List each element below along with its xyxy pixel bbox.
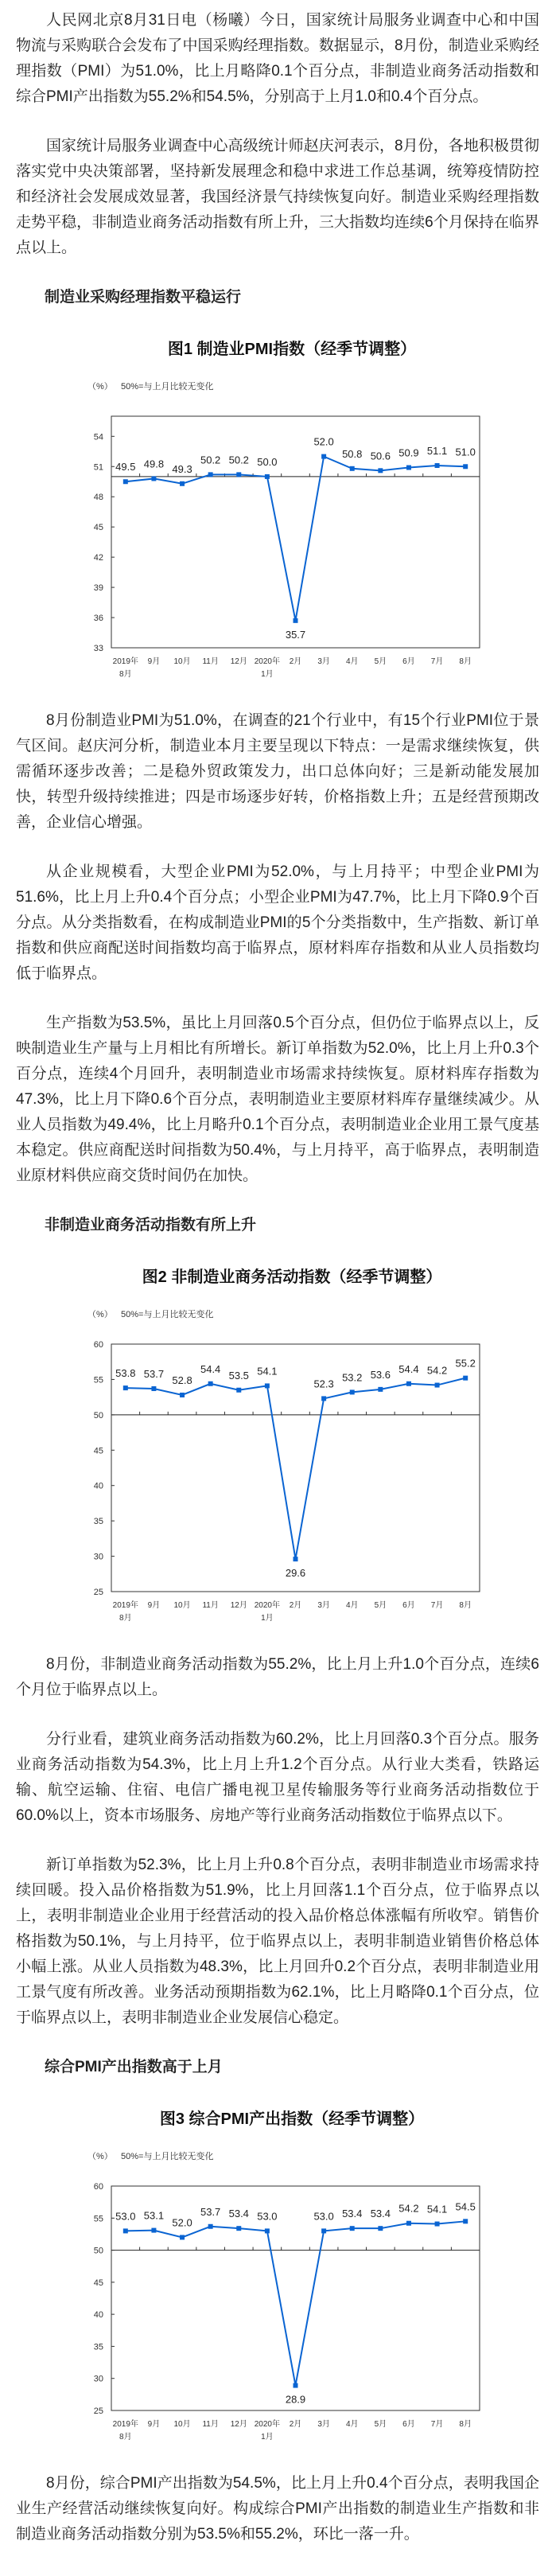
- x-tick-label: 8月: [119, 1614, 132, 1623]
- x-tick-label: 4月: [345, 657, 359, 666]
- x-tick-label: 9月: [147, 2420, 161, 2429]
- y-tick-label: 40: [93, 1481, 103, 1491]
- y-tick-label: 50: [93, 2246, 103, 2256]
- x-tick-label: 2月: [289, 657, 302, 666]
- y-tick-label: 39: [93, 583, 103, 594]
- data-point: [180, 481, 185, 486]
- data-point: [463, 464, 468, 469]
- data-point: [293, 618, 298, 623]
- data-point: [236, 1388, 241, 1393]
- series-line: [126, 2221, 465, 2385]
- x-tick-label: 1月: [261, 670, 274, 679]
- paragraph-manufacturing-pmi: 8月份制造业PMI为51.0%，在调查的21个行业中，有15个行业PMI位于景气区间。赵庆河分析，制造业本月主要呈现以下特点：一是需求继续恢复，供需循环逐步改善；二是稳外贸政策发力，出口总体向好；三是新动能发展加快，转型升级持续推进；四是市场逐步好转，价格指数上升；五是经营预期改善，企业信心增强。: [16, 712, 539, 831]
- y-tick-label: 60: [93, 2182, 103, 2192]
- data-point: [236, 2226, 241, 2231]
- chart-composite-pmi: [0, 2100, 552, 2450]
- data-label: 52.0: [172, 2216, 192, 2229]
- x-tick-label: 2月: [289, 2420, 302, 2429]
- x-tick-label: 10月: [173, 1601, 191, 1610]
- data-label: 54.4: [200, 1362, 221, 1375]
- data-point: [293, 2383, 298, 2388]
- data-label: 53.1: [143, 2209, 165, 2222]
- data-label: 49.3: [172, 462, 192, 475]
- x-tick-label: 2019年: [112, 2420, 138, 2429]
- data-label: 53.6: [370, 1368, 391, 1381]
- section-heading-manufacturing: 制造业采购经理指数平稳运行: [45, 289, 242, 306]
- data-label: 53.4: [342, 2208, 363, 2220]
- data-point: [123, 1385, 128, 1390]
- data-label: 53.0: [313, 2210, 334, 2223]
- data-point: [151, 2228, 156, 2233]
- x-tick-label: 11月: [202, 657, 219, 666]
- y-tick-label: 35: [93, 2342, 103, 2352]
- data-label: 52.3: [313, 1378, 334, 1390]
- x-tick-label: 1月: [261, 1614, 274, 1623]
- data-label: 54.5: [455, 2200, 476, 2213]
- y-tick-label: 54: [93, 432, 103, 442]
- y-tick-label: 48: [93, 493, 103, 503]
- y-tick-label: 36: [93, 614, 103, 624]
- data-point: [293, 1557, 298, 1561]
- x-tick-label: 9月: [147, 1601, 161, 1610]
- x-tick-label: 8月: [119, 2433, 132, 2442]
- paragraph-sub-indices: 生产指数为53.5%，虽比上月回落0.5个百分点，但仍位于临界点以上，反映制造业生产量与上月相比有所增长。新订单指数为52.0%，比上月上升0.3个百分点，连续4个月回升，表明制造业市场需求持续恢复。原材料库存指数为47.3%，比上月下降0.6个百分点，表明制造业主要原材料库存量继续减少。从业人员指数为49.4%，比上月略升0.1个百分点，表明制造业企业用工景气度基本稳定。供应商配送时间指数为50.4%，与上月持平，高于临界点，表明制造业原材料供应商交货时间仍在加快。: [16, 1015, 539, 1184]
- y-tick-label: 42: [93, 553, 103, 563]
- data-label: 53.8: [115, 1367, 136, 1380]
- data-point: [378, 468, 383, 473]
- data-point: [435, 2222, 440, 2227]
- data-label: 53.4: [370, 2208, 391, 2220]
- data-point: [463, 2219, 468, 2223]
- series-line: [126, 1378, 465, 1559]
- data-point: [265, 2228, 270, 2233]
- x-tick-label: 2019年: [112, 1601, 138, 1610]
- x-tick-label: 1月: [261, 2433, 274, 2442]
- y-axis-unit: （%）: [87, 1310, 113, 1319]
- x-tick-label: 2020年: [254, 2420, 281, 2429]
- y-tick-label: 45: [93, 1446, 103, 1456]
- chart-title: 图2 非制造业商务活动指数（经季节调整）: [142, 1269, 442, 1286]
- y-axis-unit: （%）: [87, 2152, 113, 2161]
- data-label: 50.2: [228, 454, 249, 466]
- x-tick-label: 12月: [230, 2420, 247, 2429]
- data-label: 49.8: [143, 458, 165, 470]
- section-heading-non-manufacturing: 非制造业商务活动指数有所上升: [45, 1217, 257, 1233]
- data-label: 54.4: [398, 1362, 419, 1375]
- chart-note: 50%=与上月比较无变化: [121, 1310, 214, 1319]
- data-label: 54.1: [426, 2203, 448, 2216]
- data-point: [435, 1383, 440, 1388]
- y-tick-label: 35: [93, 1517, 103, 1527]
- x-tick-label: 2020年: [254, 657, 281, 666]
- chart-title: 图1 制造业PMI指数（经季节调整）: [167, 341, 417, 358]
- chart-note: 50%=与上月比较无变化: [121, 2152, 214, 2161]
- series-line: [126, 457, 465, 621]
- data-label: 50.2: [200, 454, 221, 466]
- y-tick-label: 55: [93, 1375, 103, 1385]
- x-tick-label: 7月: [430, 657, 444, 666]
- data-point: [378, 2226, 383, 2231]
- x-tick-label: 8月: [459, 2420, 472, 2429]
- data-point: [321, 2228, 326, 2233]
- data-point: [151, 1386, 156, 1391]
- x-tick-label: 12月: [230, 1601, 247, 1610]
- data-label: 50.6: [370, 450, 391, 462]
- plot-area: [111, 2186, 480, 2410]
- data-point: [123, 479, 128, 484]
- data-label: 53.7: [143, 1367, 165, 1380]
- data-point: [350, 2226, 355, 2231]
- y-tick-label: 30: [93, 2374, 103, 2384]
- data-point: [406, 1382, 411, 1386]
- data-point: [180, 2235, 185, 2239]
- x-tick-label: 8月: [459, 1601, 472, 1610]
- data-label: 53.0: [257, 2210, 278, 2223]
- data-label: 54.2: [426, 1364, 448, 1377]
- data-label: 51.1: [426, 444, 448, 457]
- data-label: 50.8: [342, 447, 363, 460]
- chart-title: 图3 综合PMI产出指数（经季节调整）: [159, 2110, 425, 2128]
- data-point: [463, 1376, 468, 1381]
- paragraph-non-manufacturing: 8月份，非制造业商务活动指数为55.2%，比上月上升1.0个百分点，连续6个月位于临界点以上。: [16, 1656, 539, 1698]
- data-point: [378, 1387, 383, 1392]
- data-point: [123, 2228, 128, 2233]
- paragraph-industries: 分行业看，建筑业商务活动指数为60.2%，比上月回落0.3个百分点。服务业商务活动指数为54.3%，比上月上升1.2个百分点。从行业大类看，铁路运输、航空运输、住宿、电信广播电视卫星传输服务等行业商务活动指数位于60.0%以上，资本市场服务、房地产等行业商务活动指数位于临界点以下。: [16, 1731, 539, 1824]
- x-tick-label: 5月: [374, 1601, 387, 1610]
- y-tick-label: 33: [93, 644, 103, 653]
- y-tick-label: 51: [93, 462, 103, 473]
- data-label: 53.0: [115, 2210, 136, 2223]
- data-label: 54.1: [257, 1365, 278, 1378]
- x-tick-label: 12月: [230, 657, 247, 666]
- section-heading-composite: 综合PMI产出指数高于上月: [45, 2059, 223, 2075]
- data-point: [350, 1389, 355, 1394]
- x-tick-label: 5月: [374, 657, 387, 666]
- x-tick-label: 2月: [289, 1601, 302, 1610]
- y-tick-label: 45: [93, 523, 103, 533]
- data-label: 50.9: [398, 446, 419, 459]
- data-point: [435, 463, 440, 468]
- y-tick-label: 25: [93, 2406, 103, 2416]
- chart-note: 50%=与上月比较无变化: [121, 382, 214, 392]
- x-tick-label: 2019年: [112, 657, 138, 666]
- x-tick-label: 5月: [374, 2420, 387, 2429]
- data-label: 53.5: [228, 1369, 249, 1382]
- data-point: [321, 1396, 326, 1401]
- data-point: [265, 1383, 270, 1388]
- x-tick-label: 9月: [147, 657, 161, 666]
- data-label: 49.5: [115, 461, 136, 474]
- x-tick-label: 8月: [459, 657, 472, 666]
- data-point: [208, 2224, 213, 2229]
- data-point: [406, 466, 411, 470]
- data-point: [208, 472, 213, 477]
- data-label: 28.9: [285, 2393, 306, 2406]
- data-label: 53.7: [200, 2205, 221, 2218]
- x-tick-label: 6月: [402, 657, 415, 666]
- y-tick-label: 40: [93, 2310, 103, 2321]
- data-point: [151, 476, 156, 481]
- paragraph-analysis: 国家统计局服务业调查中心高级统计师赵庆河表示，8月份，各地积极贯彻落实党中央决策部署，坚持新发展理念和稳中求进工作总基调，统筹疫情防控和经济社会发展成效显著，我国经济景气持续恢复向好。制造业采购经理指数走势平稳，非制造业商务活动指数有所上升，三大指数均连续6个月保持在临界点以上。: [16, 138, 539, 256]
- data-label: 55.2: [455, 1357, 476, 1370]
- x-tick-label: 10月: [173, 2420, 191, 2429]
- data-label: 53.4: [228, 2208, 249, 2220]
- data-point: [321, 454, 326, 459]
- data-point: [350, 466, 355, 471]
- x-tick-label: 7月: [430, 2420, 444, 2429]
- data-point: [180, 1393, 185, 1397]
- x-tick-label: 4月: [345, 1601, 359, 1610]
- paragraph-enterprise-scale: 从企业规模看，大型企业PMI为52.0%，与上月持平；中型企业PMI为51.6%，比上月上升0.4个百分点；小型企业PMI为47.7%，比上月下降0.9个百分点。从分类指数看，在构成制造业PMI的5个分类指数中，生产指数、新订单指数和供应商配送时间指数均高于临界点，原材料库存指数和从业人员指数均低于临界点。: [16, 863, 539, 982]
- x-tick-label: 4月: [345, 2420, 359, 2429]
- chart-non-manufacturing: [0, 1258, 552, 1631]
- paragraph-intro: 人民网北京8月31日电（杨曦）今日，国家统计局服务业调查中心和中国物流与采购联合会发布了中国采购经理指数。数据显示，8月份，制造业采购经理指数（PMI）为51.0%，比上月略降0.1个百分点，非制造业商务活动指数和综合PMI产出指数为55.2%和54.5%，分别高于上月1.0和0.4个百分点。: [16, 12, 539, 105]
- data-label: 35.7: [285, 628, 306, 641]
- x-tick-label: 8月: [119, 670, 132, 679]
- y-tick-label: 25: [93, 1588, 103, 1597]
- x-tick-label: 3月: [317, 1601, 330, 1610]
- y-tick-label: 50: [93, 1410, 103, 1421]
- x-tick-label: 3月: [317, 2420, 330, 2429]
- paragraph-composite: 8月份，综合PMI产出指数为54.5%，比上月上升0.4个百分点，表明我国企业生产经营活动继续恢复向好。构成综合PMI产出指数的制造业生产指数和非制造业商务活动指数分别为53.5%和55.2%，环比一落一升。: [16, 2475, 539, 2543]
- x-tick-label: 6月: [402, 2420, 415, 2429]
- data-point: [208, 1382, 213, 1386]
- paragraph-non-manufacturing-indices: 新订单指数为52.3%，比上月上升0.8个百分点，表明非制造业市场需求持续回暖。投入品价格指数为51.9%，比上月回落1.1个百分点，位于临界点以上，表明非制造业企业用于经营活动的投入品价格总体涨幅有所收窄。销售价格指数为50.1%，与上月持平，位于临界点以上，表明非制造业销售价格总体小幅上涨。从业人员指数为48.3%，比上月回升0.2个百分点，表明非制造业用工景气度有所改善。业务活动预期指数为62.1%，比上月略降0.1个百分点，位于临界点以上，表明非制造业企业发展信心稳定。: [16, 1857, 539, 2026]
- x-tick-label: 11月: [202, 2420, 219, 2429]
- chart-manufacturing-pmi: [0, 330, 552, 688]
- x-tick-label: 10月: [173, 657, 191, 666]
- data-label: 52.8: [172, 1374, 192, 1386]
- data-point: [406, 2221, 411, 2226]
- data-label: 50.0: [257, 455, 278, 468]
- data-label: 29.6: [285, 1567, 306, 1580]
- x-tick-label: 2020年: [254, 1601, 281, 1610]
- data-point: [265, 474, 270, 479]
- y-tick-label: 60: [93, 1340, 103, 1350]
- y-tick-label: 45: [93, 2278, 103, 2288]
- data-label: 51.0: [455, 446, 476, 458]
- data-label: 54.2: [398, 2202, 419, 2215]
- data-label: 53.2: [342, 1371, 363, 1384]
- data-point: [236, 472, 241, 477]
- x-tick-label: 6月: [402, 1601, 415, 1610]
- y-tick-label: 30: [93, 1552, 103, 1562]
- x-tick-label: 11月: [202, 1601, 219, 1610]
- x-tick-label: 7月: [430, 1601, 444, 1610]
- y-axis-unit: （%）: [87, 382, 113, 392]
- plot-area: [111, 416, 480, 648]
- data-label: 52.0: [313, 435, 334, 448]
- y-tick-label: 55: [93, 2214, 103, 2224]
- x-tick-label: 3月: [317, 657, 330, 666]
